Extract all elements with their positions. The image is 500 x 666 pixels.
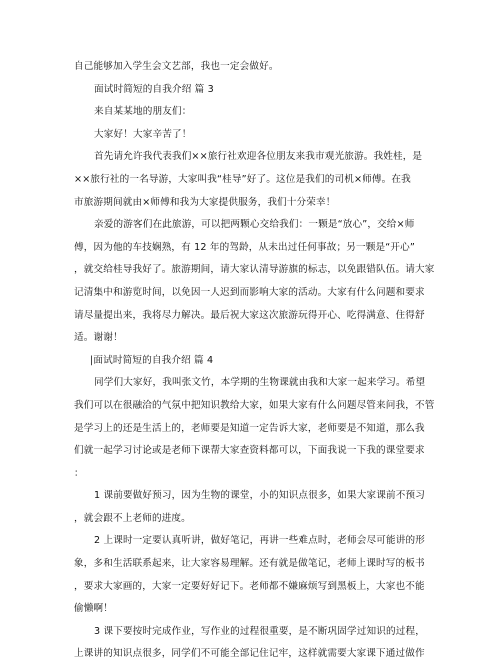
text-line: 同学们大家好，我叫张文竹，本学期的生物课就由我和大家一起来学习。希望: [94, 377, 426, 389]
text-line: 市旅游期间就由×师傅和我为大家提供服务，我们十分荣幸！: [74, 196, 336, 208]
text-line: 自己能够加入学生会文艺部，我也一定会做好。: [74, 61, 279, 72]
text-line: 请尽量提出来，我将尽力解决。最后祝大家这次旅游玩得开心、吃得满意、住得舒: [74, 309, 425, 321]
text-line: ××旅行社的一名导游，大家叫我“桂导”好了。这位是我们的司机×师傅。在我: [74, 173, 411, 185]
text-line: 傅，因为他的车技娴熟，有 12 年的驾龄，从未出过任何事故；另一颗是“开心”: [74, 241, 415, 253]
text-line: 记清集中和游览时间，以免因一人迟到而影响大家的活动。大家有什么问题和要求: [74, 286, 425, 298]
text-line: 首先请允许我代表我们××旅行社欢迎各位朋友来我市观光旅游。我姓桂，是: [94, 151, 423, 163]
text-line: 适。谢谢！: [74, 332, 123, 344]
text-line: 是学习上的还是生活上的，老师要是知道一定告诉大家，老师要是不知道，那么我: [74, 422, 425, 434]
text-line: ：: [74, 467, 84, 479]
document-page: [74, 56, 435, 666]
text-line: ，就会跟不上老师的进度。: [74, 512, 191, 524]
text-line: 2 上课时一定要认真听讲，做好笔记，再讲一些难点时，老师会尽可能讲的形: [94, 535, 425, 547]
section-heading: 面试时简短的自我介绍 篇 3: [94, 83, 214, 95]
text-line: 我们可以在很融洽的气氛中把知识教给大家，如果大家有什么问题尽管来问我，不管: [74, 399, 435, 411]
text-line: ，就交给桂导我好了。旅游期间，请大家认清导游旗的标志，以免跟错队伍。请大家: [74, 264, 435, 276]
text-line: 1 课前要做好预习，因为生物的课堂，小的知识点很多，如果大家课前不预习: [94, 490, 425, 502]
section-heading: |面试时简短的自我介绍 篇 4: [90, 354, 214, 366]
text-line: ，要求大家画的，大家一定要好好记下。老师都不嫌麻烦写到黑板上，大家也不能: [74, 580, 425, 592]
text-line: 偷懒啊！: [74, 603, 113, 615]
text-line: 象，多和生活联系起来，让大家容易理解。还有就是做笔记，老师上课时写的板书: [74, 558, 425, 570]
text-line: 3 课下要按时完成作业，写作业的过程很重要，是不断巩固学过知识的过程，: [94, 625, 425, 637]
text-line: 亲爱的游客们在此旅游，可以把两颗心交给我们：一颗是“放心”，交给×师: [94, 219, 415, 231]
text-line: 们就一起学习讨论或是老师下课帮大家查资料都可以，下面我说一下我的课堂要求: [74, 445, 425, 457]
text-line: 大家好！大家辛苦了！: [94, 128, 192, 140]
text-line: 来自某某地的朋友们：: [94, 106, 192, 118]
text-line: 上课讲的知识点很多，同学们不可能全部记住记牢，这样就需要大家课下通过做作: [74, 648, 425, 660]
